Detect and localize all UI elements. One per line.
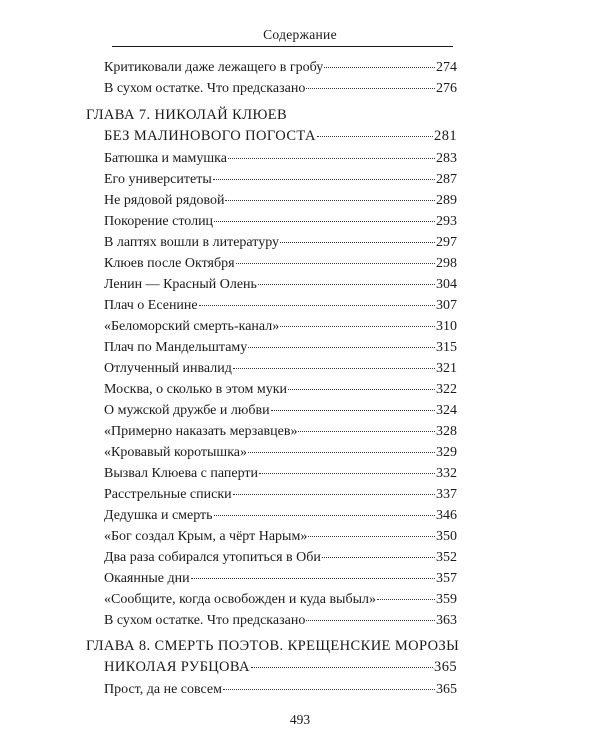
chapter-8-title: НИКОЛАЯ РУБЦОВА xyxy=(104,659,250,675)
leader-dots xyxy=(251,667,433,668)
toc-entry-page: 337 xyxy=(436,487,457,502)
toc-entry-title: Ленин — Красный Олень xyxy=(104,277,257,292)
toc-entry[interactable] xyxy=(104,506,457,526)
toc-entry-page: 350 xyxy=(436,529,457,544)
toc-entry[interactable] xyxy=(104,380,457,400)
toc-entry-title: Москва, о сколько в этом муки xyxy=(104,382,287,397)
toc-entry-page: 352 xyxy=(436,550,457,565)
chapter-7-page: 281 xyxy=(434,128,457,144)
leader-dots xyxy=(271,410,435,411)
leader-dots xyxy=(377,599,435,600)
toc-entry-page: 304 xyxy=(436,277,457,292)
toc-entry-title: Два раза собирался утопиться в Оби xyxy=(104,550,321,565)
leader-dots xyxy=(298,431,435,432)
leader-dots xyxy=(214,515,435,516)
toc-entry-title: Плач по Мандельштаму xyxy=(104,340,248,355)
running-head: Содержание xyxy=(263,27,337,42)
leader-dots xyxy=(258,284,435,285)
toc-entry-page: 287 xyxy=(436,172,457,187)
toc-entry-page: 310 xyxy=(436,319,457,334)
toc-entry-title: В лаптях вошли в литературу xyxy=(104,235,280,250)
toc-entry-page: 329 xyxy=(436,445,457,460)
toc-entry-title: Расстрельные списки xyxy=(104,487,232,502)
leader-dots xyxy=(288,389,435,390)
leader-dots xyxy=(248,452,435,453)
toc-entry-title: В сухом остатке. Что предсказано xyxy=(104,613,306,628)
chapter-8-heading[interactable]: ГЛАВА 8. СМЕРТЬ ПОЭТОВ. КРЕЩЕНСКИЕ МОРОЗЫ xyxy=(86,638,460,654)
leader-dots xyxy=(308,536,435,537)
leader-dots xyxy=(324,67,435,68)
toc-entry-title: Вызвал Клюева с паперти xyxy=(104,466,259,481)
chapter-7-title: БЕЗ МАЛИНОВОГО ПОГОСТА xyxy=(104,128,316,144)
toc-entry-title: «Сообщите, когда освобожден и куда выбыл» xyxy=(104,592,376,607)
toc-entry[interactable] xyxy=(104,149,457,169)
chapter-7-heading-line2[interactable] xyxy=(104,126,457,146)
leader-dots xyxy=(317,136,433,137)
toc-entry-page: 346 xyxy=(436,508,457,523)
chapter-7-heading[interactable]: ГЛАВА 7. НИКОЛАЙ КЛЮЕВ xyxy=(86,107,288,123)
toc-entry[interactable] xyxy=(104,422,457,442)
toc-entry-page: 328 xyxy=(436,424,457,439)
toc-entry[interactable] xyxy=(104,338,457,358)
toc-entry-page: 357 xyxy=(436,571,457,586)
toc-entry-title: Окаянные дни xyxy=(104,571,190,586)
leader-dots xyxy=(213,179,435,180)
toc-entry[interactable] xyxy=(104,680,457,700)
toc-entry-title: Прост, да не совсем xyxy=(104,682,222,697)
toc-entry[interactable] xyxy=(104,548,457,568)
leader-dots xyxy=(199,305,435,306)
toc-entry[interactable] xyxy=(104,233,457,253)
toc-entry-page: 283 xyxy=(436,151,457,166)
toc-entry[interactable] xyxy=(104,254,457,274)
toc-entry-page: 315 xyxy=(436,340,457,355)
toc-entry[interactable] xyxy=(104,58,457,78)
toc-entry[interactable] xyxy=(104,79,457,99)
leader-dots xyxy=(322,557,435,558)
leader-dots xyxy=(280,326,435,327)
toc-entry-page: 276 xyxy=(436,81,457,96)
toc-entry-title: «Кровавый коротышка» xyxy=(104,445,248,460)
leader-dots xyxy=(233,368,435,369)
toc-entry[interactable] xyxy=(104,590,457,610)
toc-entry[interactable] xyxy=(104,317,457,337)
toc-entry[interactable] xyxy=(104,212,457,232)
toc-entry[interactable] xyxy=(104,569,457,589)
toc-entry[interactable] xyxy=(104,527,457,547)
leader-dots xyxy=(280,242,435,243)
toc-entry-page: 293 xyxy=(436,214,457,229)
toc-entry[interactable] xyxy=(104,464,457,484)
toc-entry-title: «Примерно наказать мерзавцев» xyxy=(104,424,298,439)
toc-entry-title: Плач о Есенине xyxy=(104,298,198,313)
toc-entry-title: «Беломорский смерть-канал» xyxy=(104,319,280,334)
toc-entry[interactable] xyxy=(104,401,457,421)
toc-entry[interactable] xyxy=(104,170,457,190)
toc-entry[interactable] xyxy=(104,275,457,295)
toc-entry-page: 363 xyxy=(436,613,457,628)
toc-entry-page: 307 xyxy=(436,298,457,313)
toc-entry-page: 324 xyxy=(436,403,457,418)
leader-dots xyxy=(306,88,435,89)
leader-dots xyxy=(228,158,435,159)
chapter-8-heading-line2[interactable] xyxy=(104,657,457,677)
toc-entry[interactable] xyxy=(104,485,457,505)
toc-entry[interactable] xyxy=(104,611,457,631)
toc-entry-title: В сухом остатке. Что предсказано xyxy=(104,81,306,96)
toc-entry-title: Дедушка и смерть xyxy=(104,508,213,523)
leader-dots xyxy=(214,221,435,222)
toc-entry-page: 298 xyxy=(436,256,457,271)
toc-entry-title: Клюев после Октября xyxy=(104,256,235,271)
toc-entry-title: О мужской дружбе и любви xyxy=(104,403,270,418)
toc-entry-title: Не рядовой рядовой xyxy=(104,193,225,208)
leader-dots xyxy=(233,494,435,495)
toc-entry-title: Отлученный инвалид xyxy=(104,361,232,376)
toc-entry-page: 274 xyxy=(436,60,457,75)
toc-entry-page: 365 xyxy=(436,682,457,697)
toc-entry[interactable] xyxy=(104,296,457,316)
toc-entry-title: Его университеты xyxy=(104,172,212,187)
leader-dots xyxy=(223,689,435,690)
header-rule xyxy=(112,46,453,47)
toc-entry[interactable] xyxy=(104,191,457,211)
page-number: 493 xyxy=(289,712,311,727)
toc-entry-title: Батюшка и мамушка xyxy=(104,151,227,166)
toc-entry-page: 297 xyxy=(436,235,457,250)
toc-entry-page: 359 xyxy=(436,592,457,607)
toc-entry[interactable] xyxy=(104,443,457,463)
toc-entry-page: 321 xyxy=(436,361,457,376)
leader-dots xyxy=(306,620,435,621)
leader-dots xyxy=(236,263,435,264)
toc-entry-page: 289 xyxy=(436,193,457,208)
chapter-8-page: 365 xyxy=(434,659,457,675)
toc-entry-title: «Бог создал Крым, а чёрт Нарым» xyxy=(104,529,308,544)
leader-dots xyxy=(191,578,435,579)
toc-entry[interactable] xyxy=(104,359,457,379)
toc-entry-title: Покорение столиц xyxy=(104,214,214,229)
leader-dots xyxy=(248,347,435,348)
toc-entry-page: 322 xyxy=(436,382,457,397)
leader-dots xyxy=(225,200,435,201)
toc-entry-page: 332 xyxy=(436,466,457,481)
leader-dots xyxy=(259,473,435,474)
toc-entry-title: Критиковали даже лежащего в гробу xyxy=(104,60,324,75)
